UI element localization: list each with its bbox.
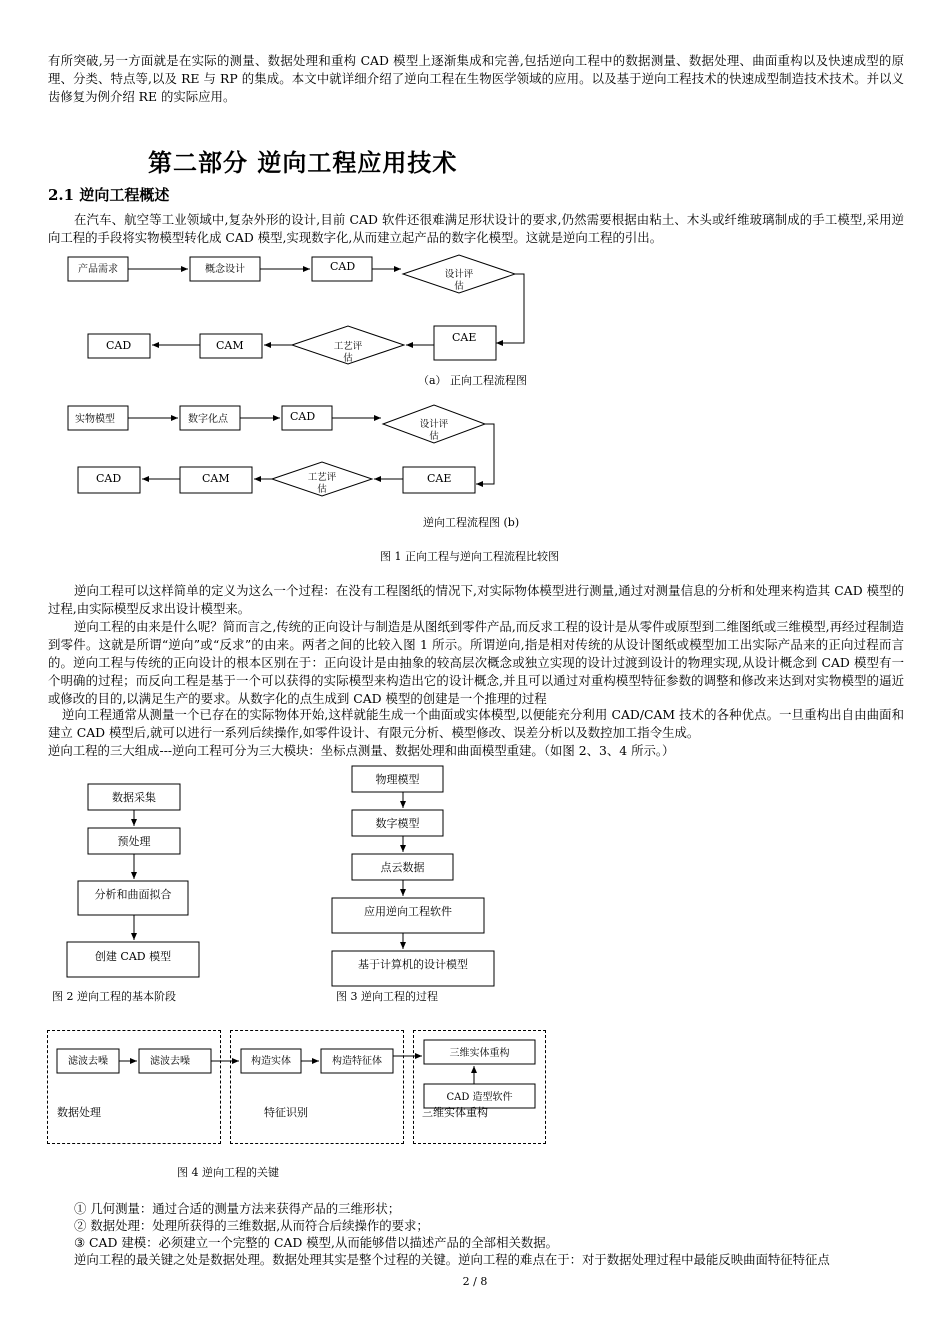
fig1a-label-1: 产品需求 xyxy=(78,264,118,275)
fig2-step-3: 分析和曲面拟合 xyxy=(94,888,172,901)
fig4-caption: 图 4 逆向工程的关键 xyxy=(177,1166,279,1179)
fig2-step-4: 创建 CAD 模型 xyxy=(94,950,172,963)
fig3-caption: 图 3 逆向工程的过程 xyxy=(336,990,438,1003)
fig4-g2-step-1: 构造实体 xyxy=(251,1056,291,1067)
fig1b-label-7: 工艺评估 xyxy=(307,472,337,495)
intro-paragraph: 有所突破,另一方面就是在实际的测量、数据处理和重构 CAD 模型上逐渐集成和完善,包括逆向工程中的数据测量、数据处理、曲面重构以及快速成型的原理、分类、特点等,以及 RE 与 RP 的集成。本文中就详细介绍了逆向工程在生物医学领域的应用。以及基于逆向工程技术的快速成型制造技术技术。并以义齿修复为例介绍 RE 的实际应用。 xyxy=(48,53,904,104)
origin-paragraph: 逆向工程的由来是什么呢？简而言之,传统的正向设计与制造是从图纸到零件产品,而反求工程的设计是从零件或原型到二维图纸或三维模型,再经过程制造到零件。这就是所谓“逆向”或“反求”的由来。两者之间的比较入图 1 所示。所谓逆向,指是相对传统的从设计图纸或模型加工出实际产品来的正向过程而言的。逆向工程与传统的正向设计的根本区别在于：正向设计是由抽象的较高层次概念或独立实现的设计过渡到设计的物理实现,从设计概念到 CAD 模型有一个明确的过程；而反向工程是基于一个可以获得的实际模型来构造出它的设计概念,并且可以通过对重构模型特征参数的调整和修改来达到对实物模型的逼近或修改的目的,以满足生产的要求。从数字化的点生成到 CAD 模型的创建是一个推理的过程 xyxy=(48,619,904,706)
list-item-1: ① 几何测量：通过合适的测量方法来获得产品的三维形状； xyxy=(74,1201,401,1216)
fig3-step-3: 点云数据 xyxy=(380,861,425,874)
fig1a-label-5: CAD xyxy=(106,339,132,352)
fig3-step-2: 数字模型 xyxy=(375,817,420,830)
list-item-3: ③ CAD 建模：必须建立一个完整的 CAD 模型,从而能够借以描述产品的全部相关数据。 xyxy=(74,1235,559,1250)
fig1b-label-2: 数字化点 xyxy=(188,414,228,425)
fig1-caption: 图 1 正向工程与逆向工程流程比较图 xyxy=(380,550,559,563)
fig1a-label-4: 设计评估 xyxy=(444,269,474,292)
fig2-step-2: 预处理 xyxy=(117,835,151,848)
fig1b-label-8: CAE xyxy=(427,472,452,485)
list-item-2: ② 数据处理：处理所获得的三维数据,从而符合后续操作的要求； xyxy=(74,1218,429,1233)
definition-paragraph: 逆向工程可以这样简单的定义为这么一个过程：在没有工程图纸的情况下,对实际物体模型进行测量,通过对测量信息的分析和处理来构造其 CAD 模型的过程,由实际模型反求出设计模型来。 xyxy=(48,583,904,616)
fig1b-label-4: 设计评估 xyxy=(419,419,449,442)
fig1b-label-3: CAD xyxy=(290,410,316,423)
fig1a-label-6: CAM xyxy=(216,339,244,352)
fig1a-label-2: 概念设计 xyxy=(205,264,245,275)
fig1a-label-7: 工艺评估 xyxy=(333,341,363,364)
part-title: 第二部分 逆向工程应用技术 xyxy=(148,149,458,177)
fig4-g3-step-2: CAD 造型软件 xyxy=(446,1092,513,1103)
overview-paragraph: 在汽车、航空等工业领域中,复杂外形的设计,目前 CAD 软件还很难满足形状设计的要求,仍然需要根据由粘土、木头或纤维玻璃制成的手工模型,采用逆向工程的手段将实物模型转化成 CAD 模型,实现数字化,从而建立起产品的数字化模型。这就是逆向工程的引出。 xyxy=(48,212,904,245)
section-title: 2.1 逆向工程概述 xyxy=(48,186,170,204)
fig4-g1-label: 数据处理 xyxy=(57,1106,101,1119)
fig4-g3-step-1: 三维实体重构 xyxy=(449,1048,510,1059)
fig1b-label-1: 实物模型 xyxy=(75,414,115,425)
fig1b-label-6: CAM xyxy=(202,472,230,485)
fig1a-label-3: CAD xyxy=(330,260,356,273)
three-parts-paragraph: 逆向工程的三大组成---逆向工程可分为三大模块：坐标点测量、数据处理和曲面模型重建。（如图 2、3、4 所示。） xyxy=(48,743,675,758)
figure-1a-forward-flow xyxy=(0,250,950,390)
fig4-g2-step-2: 构造特征体 xyxy=(332,1056,382,1067)
fig4-g1-step-1: 滤波去噪 xyxy=(68,1056,108,1067)
fig1b-label-5: CAD xyxy=(96,472,122,485)
fig1a-label-8: CAE xyxy=(452,331,477,344)
fig4-g3-label: 三维实体重构 xyxy=(422,1106,488,1119)
page-number: 2 / 8 xyxy=(462,1275,488,1288)
fig1b-caption: 逆向工程流程图 (b) xyxy=(423,516,520,529)
process-paragraph: 逆向工程通常从测量一个已存在的实际物体开始,这样就能生成一个曲面或实体模型,以便能充分利用 CAD/CAM 技术的各种优点。一旦重构出自由曲面和建立 CAD 模型后,就可以进行一系列后续操作,如零件设计、有限元分析、模型修改、误差分析以及数控加工指令生成。 xyxy=(48,707,904,740)
fig2-step-1: 数据采集 xyxy=(112,791,156,804)
figure-1b-reverse-flow xyxy=(0,400,950,500)
fig4-g1-step-2: 滤波去噪 xyxy=(150,1056,190,1067)
fig1a-caption: （a） 正向工程流程图 xyxy=(418,374,528,387)
fig3-step-5: 基于计算机的设计模型 xyxy=(358,958,468,971)
fig4-g2-label: 特征识别 xyxy=(264,1106,308,1119)
key-paragraph: 逆向工程的最关键之处是数据处理。数据处理其实是整个过程的关键。逆向工程的难点在于：对于数据处理过程中最能反映曲面特征特征点 xyxy=(74,1252,830,1267)
fig3-step-1: 物理模型 xyxy=(375,773,420,786)
fig2-caption: 图 2 逆向工程的基本阶段 xyxy=(52,990,176,1003)
fig3-step-4: 应用逆向工程软件 xyxy=(364,905,452,918)
